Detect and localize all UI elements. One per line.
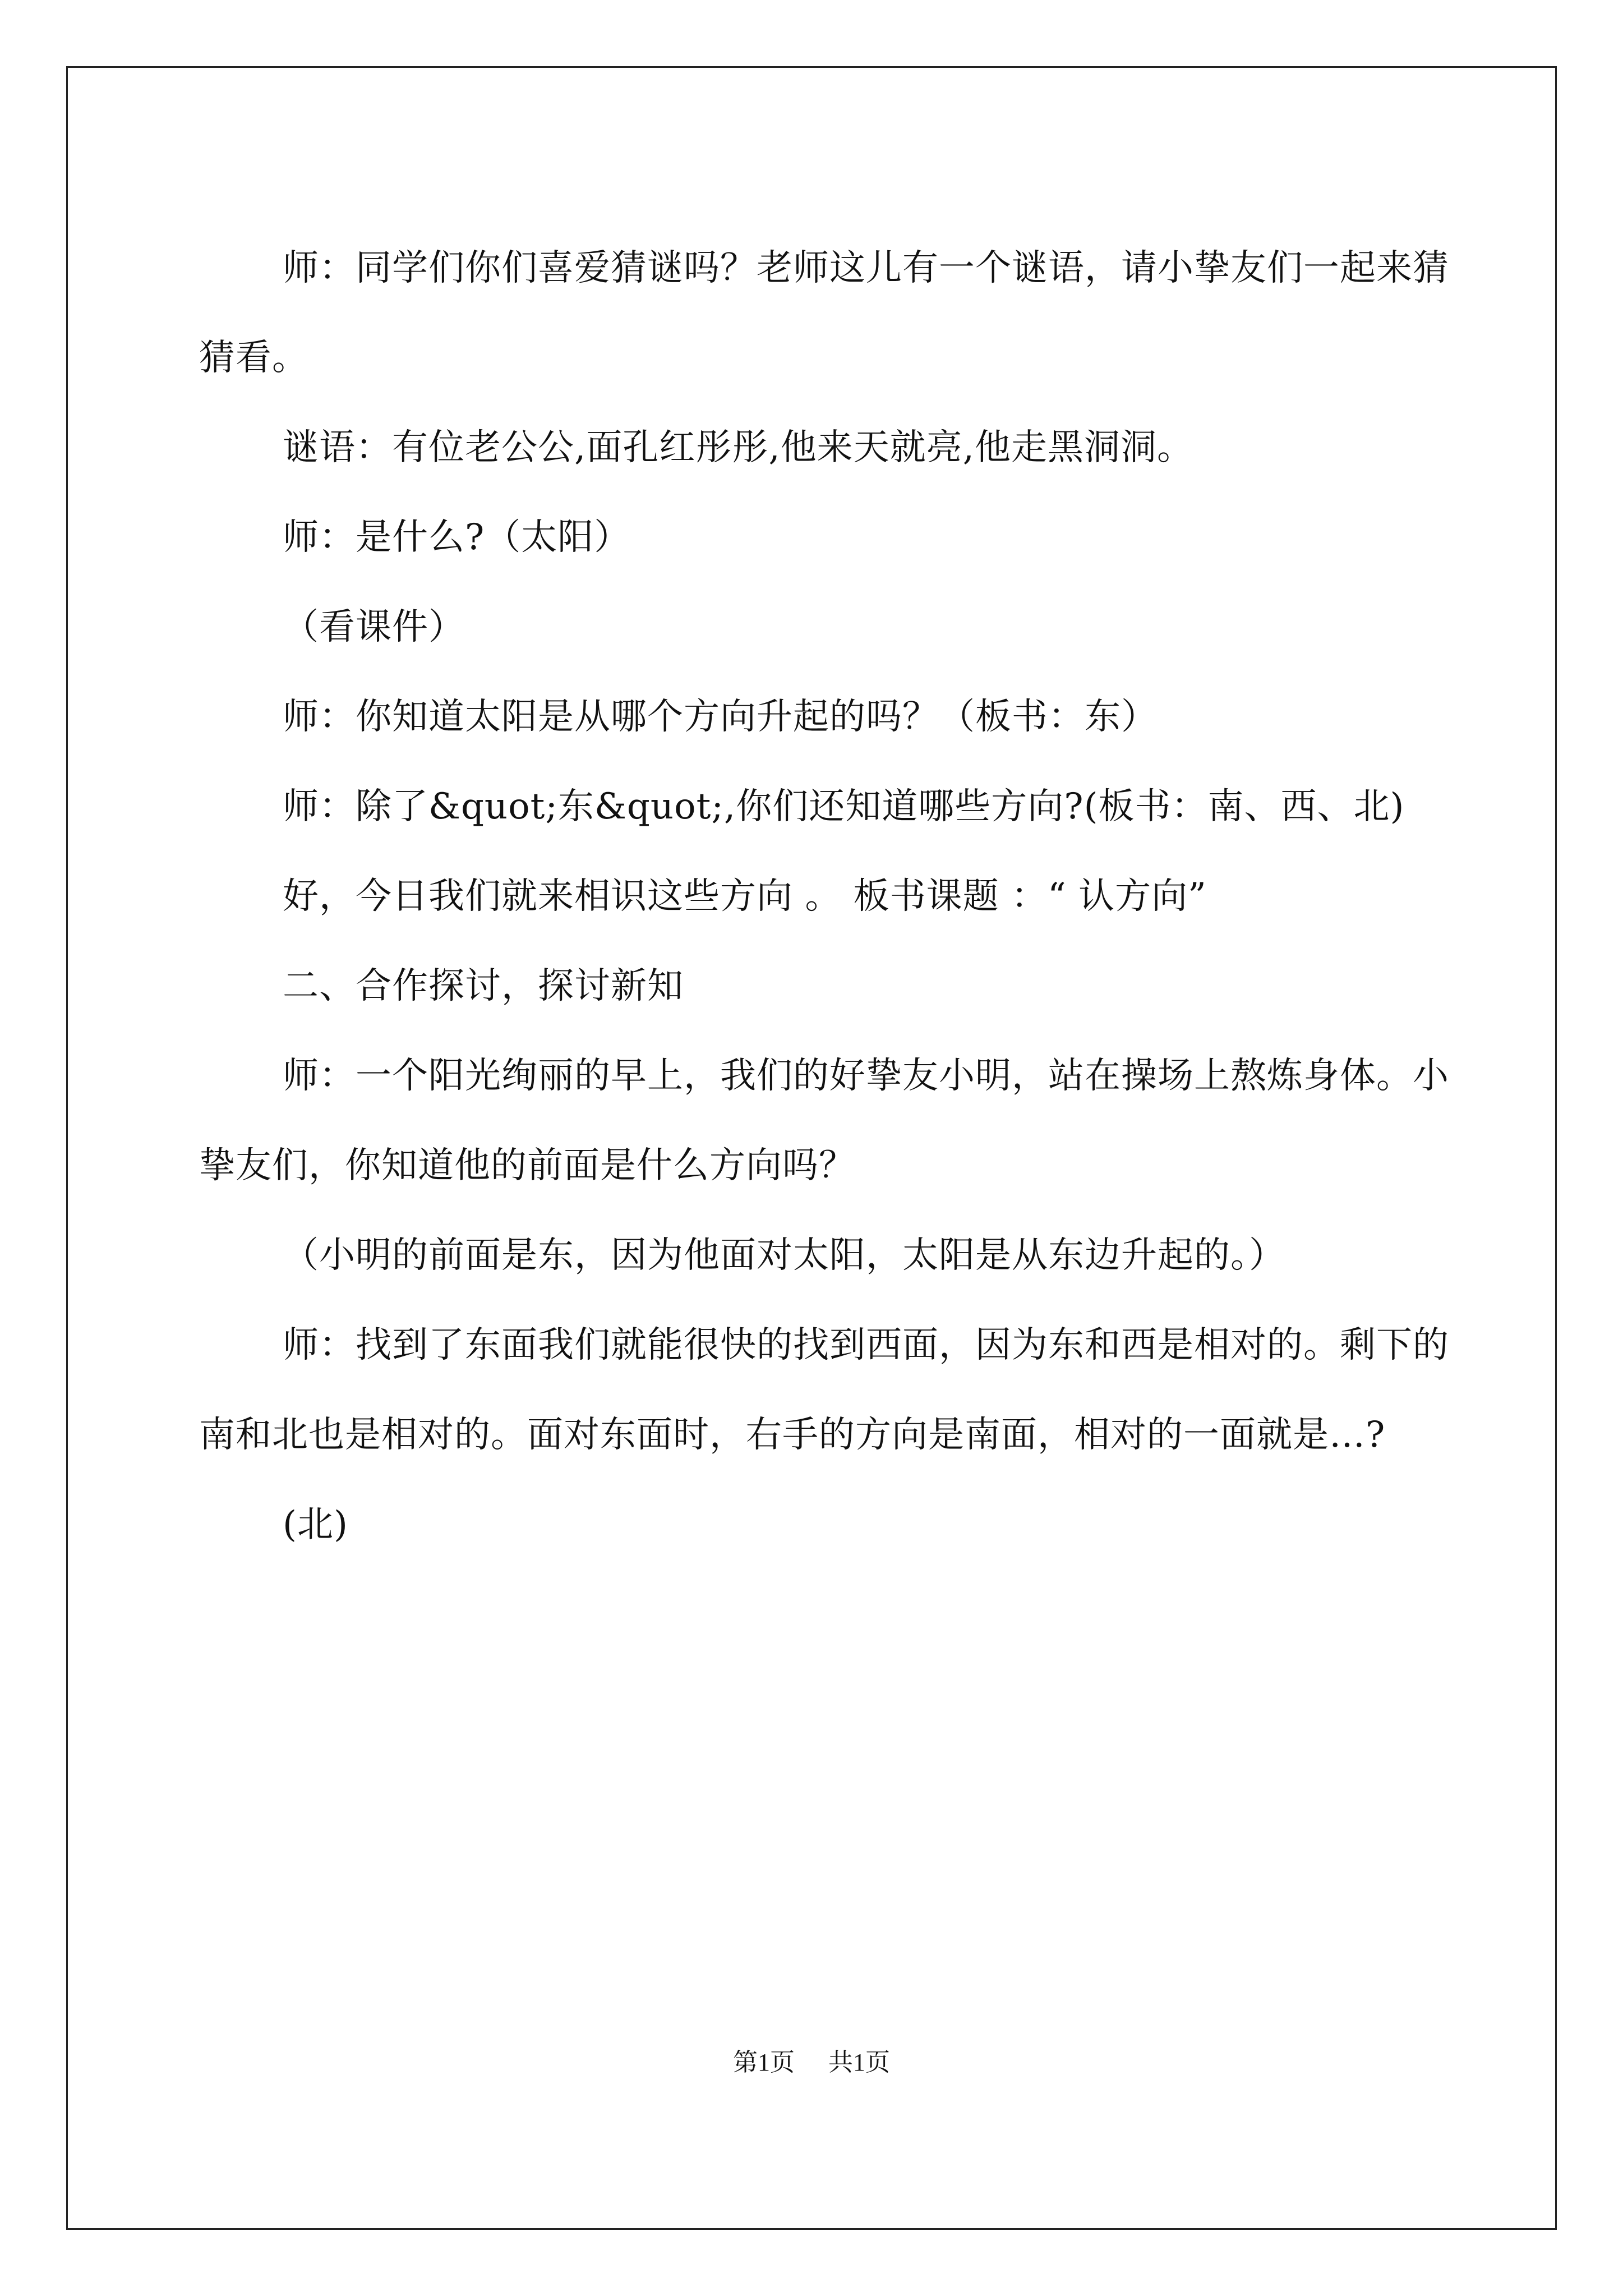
paragraph-answer-north: (北)	[283, 1504, 348, 1545]
section-heading: 二、合作探讨，探讨新知	[283, 965, 684, 1007]
paragraph-opposite-directions: 师：找到了东面我们就能很快的找到西面，因为东和西是相对的。剩下的南和北也是相对的。面对东面时，右手的方向是南面，相对的一面就是…?	[199, 1324, 1449, 1456]
paragraph-riddle-intro: 师：同学们你们喜爱猜谜吗？老师这儿有一个谜语，请小挚友们一起来猜猜看。	[199, 247, 1449, 379]
paragraph-question-what: 师：是什么?（太阳）	[283, 517, 631, 558]
page-number: 第1页	[733, 2049, 795, 2076]
page-total: 共1页	[828, 2049, 890, 2076]
paragraph-riddle: 谜语：有位老公公,面孔红彤彤,他来天就亮,他走黑洞洞。	[283, 427, 1194, 468]
page-footer	[0, 2042, 1623, 2078]
paragraph-answer-east: （小明的前面是东，因为他面对太阳，太阳是从东边升起的。）	[283, 1235, 1285, 1276]
document-body	[199, 223, 1451, 1570]
paragraph-courseware: （看课件）	[283, 606, 465, 648]
paragraph-lesson-title: 好，今日我们就来相识这些方向 。 板书课题 ：“ 认方向”	[283, 876, 1207, 917]
paragraph-xiaoming-story: 师：一个阳光绚丽的早上，我们的好挚友小明，站在操场上熬炼身体。小挚友们，你知道他的前面是什么方向吗？	[199, 1055, 1449, 1186]
paragraph-sunrise-question: 师：你知道太阳是从哪个方向升起的吗？（板书：东）	[283, 696, 1158, 738]
paragraph-other-directions: 师：除了&quot;东&quot;,你们还知道哪些方向?(板书：南、西、北)	[283, 786, 1405, 827]
